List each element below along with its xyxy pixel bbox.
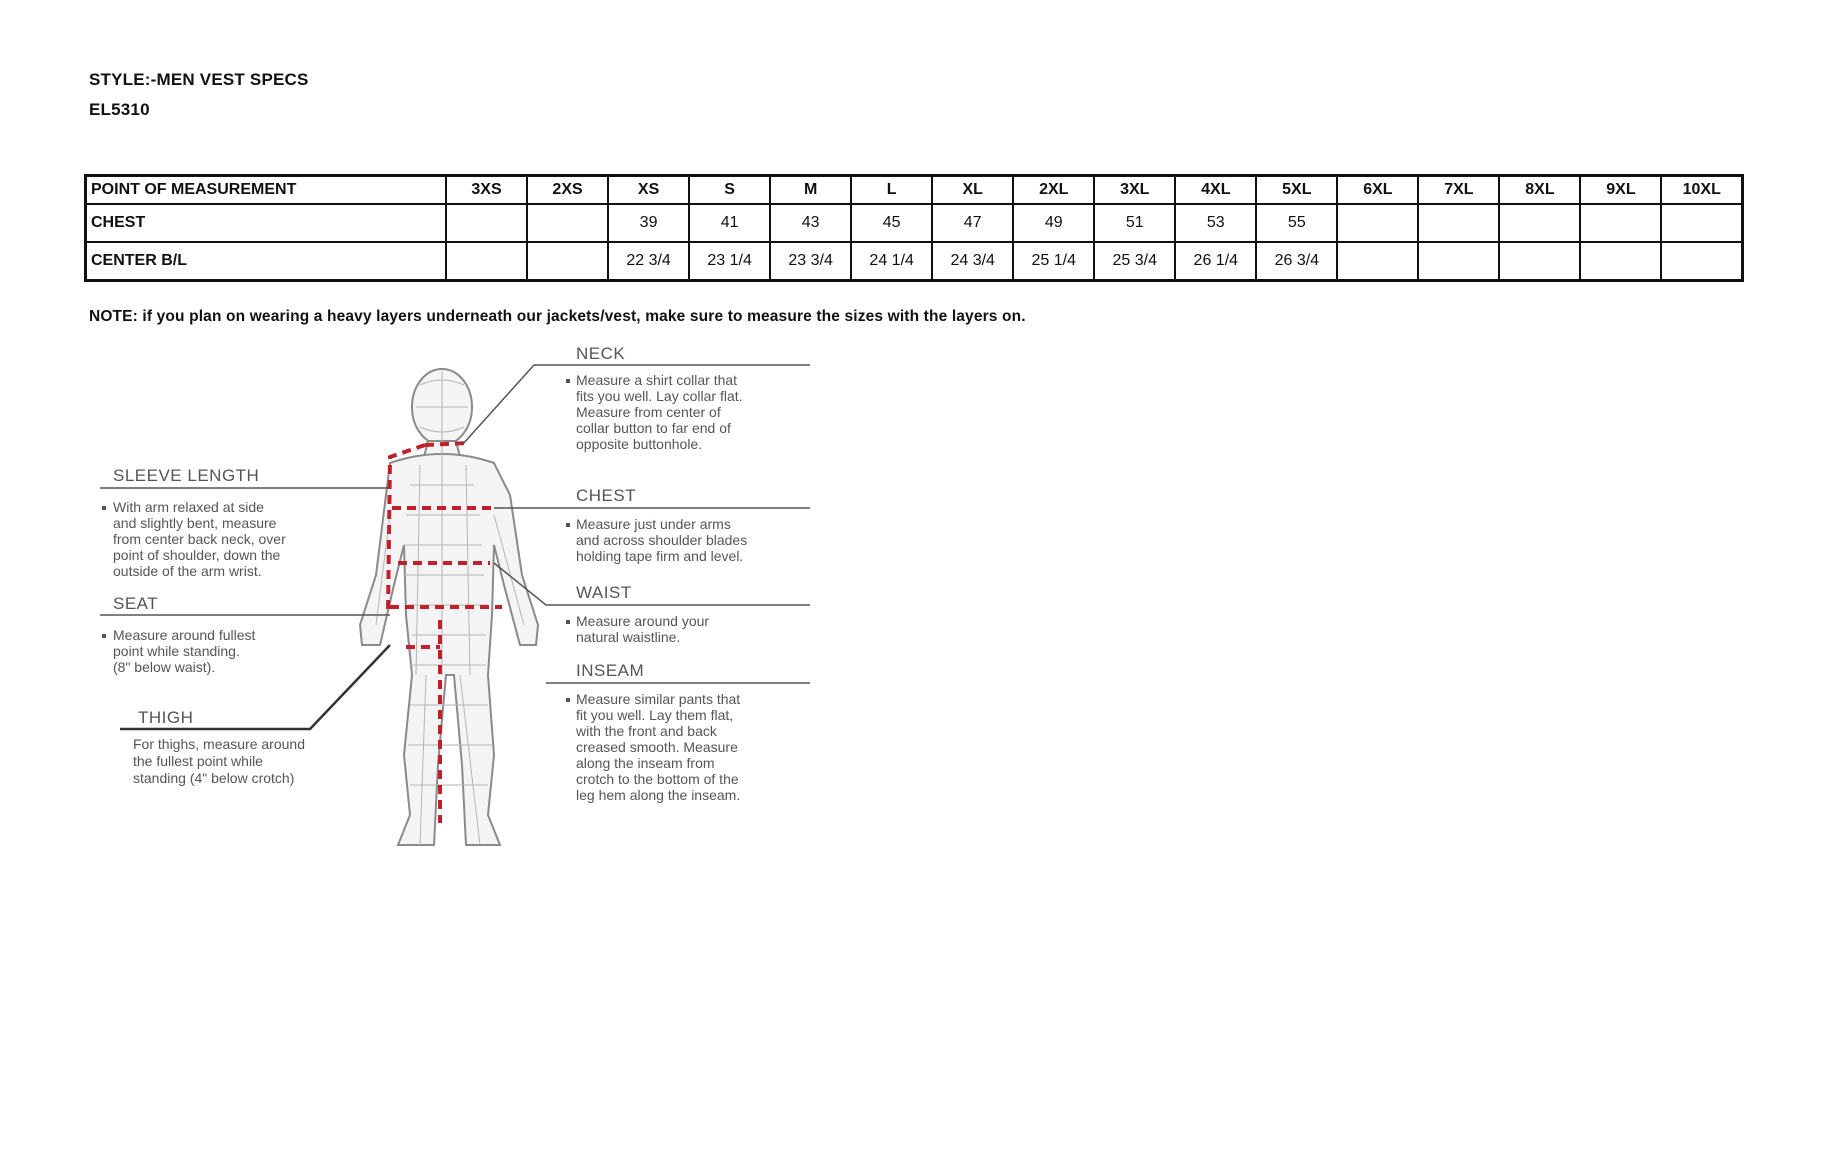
sleeve-line: With arm relaxed at side: [113, 499, 264, 515]
chest-line: Measure just under arms: [576, 516, 731, 532]
table-cell: [446, 242, 527, 281]
table-cell: [1580, 242, 1661, 281]
bullet-icon: [566, 523, 570, 527]
sleeve-line: from center back neck, over: [113, 531, 286, 547]
inseam-line: fit you well. Lay them flat,: [576, 707, 734, 723]
table-cell: [1337, 242, 1418, 281]
column-header-size: S: [689, 176, 770, 205]
table-cell: [1580, 204, 1661, 242]
column-header-size: 4XL: [1175, 176, 1256, 205]
thigh-line: For thighs, measure around: [133, 736, 305, 752]
chest-title: CHEST: [576, 486, 637, 505]
table-cell: [1499, 242, 1580, 281]
inseam-line: along the inseam from: [576, 755, 715, 771]
chest-line: and across shoulder blades: [576, 532, 748, 548]
table-cell: [1418, 242, 1499, 281]
column-header-size: XS: [608, 176, 689, 205]
table-cell: 49: [1013, 204, 1094, 242]
table-cell: [527, 242, 608, 281]
inseam-line: with the front and back: [576, 723, 717, 739]
table-cell: 22 3/4: [608, 242, 689, 281]
waist-line: natural waistline.: [576, 629, 681, 645]
neck-text: [576, 372, 746, 452]
neck-line: opposite buttonhole.: [576, 436, 703, 452]
sleeve-line: outside of the arm wrist.: [113, 563, 262, 579]
column-header-size: 3XS: [446, 176, 527, 205]
table-cell: 26 3/4: [1256, 242, 1337, 281]
table-cell: [1661, 204, 1742, 242]
table-cell: 24 1/4: [851, 242, 932, 281]
table-cell: 25 1/4: [1013, 242, 1094, 281]
size-spec-table: [84, 174, 1744, 282]
chest-line: holding tape firm and level.: [576, 548, 744, 564]
table-cell: 55: [1256, 204, 1337, 242]
column-header-size: 10XL: [1661, 176, 1742, 205]
column-header-size: 8XL: [1499, 176, 1580, 205]
column-header-size: 2XL: [1013, 176, 1094, 205]
table-cell: [1499, 204, 1580, 242]
sleeve-line: point of shoulder, down the: [113, 547, 281, 563]
column-header-size: 3XL: [1094, 176, 1175, 205]
table-header-row: [86, 176, 1743, 205]
column-header-point-of-measurement: POINT OF MEASUREMENT: [86, 176, 447, 205]
column-header-size: 9XL: [1580, 176, 1661, 205]
table-cell: [527, 204, 608, 242]
table-cell: 43: [770, 204, 851, 242]
sleeve-line: and slightly bent, measure: [113, 515, 277, 531]
seat-line: (8" below waist).: [113, 659, 216, 675]
inseam-text: [575, 691, 744, 803]
table-cell: 26 1/4: [1175, 242, 1256, 281]
inseam-title: INSEAM: [576, 661, 645, 680]
table-row: [86, 204, 1743, 242]
table-cell: 45: [851, 204, 932, 242]
neck-line: Measure from center of: [576, 404, 721, 420]
table-cell: [1661, 242, 1742, 281]
bullet-icon: [566, 620, 570, 624]
table-cell: 25 3/4: [1094, 242, 1175, 281]
thigh-line: the fullest point while: [133, 753, 263, 769]
bullet-icon: [566, 379, 570, 383]
row-label: CHEST: [86, 204, 447, 242]
table-cell: 53: [1175, 204, 1256, 242]
seat-line: Measure around fullest: [113, 627, 256, 643]
neck-line: fits you well. Lay collar flat.: [576, 388, 743, 404]
inseam-line: creased smooth. Measure: [576, 739, 738, 755]
style-code: EL5310: [89, 100, 150, 119]
column-header-size: M: [770, 176, 851, 205]
thigh-title: THIGH: [138, 708, 194, 727]
sleeve-length-text: [113, 499, 290, 579]
waist-title: WAIST: [576, 583, 632, 602]
neck-title: NECK: [576, 345, 626, 363]
seat-line: point while standing.: [113, 643, 240, 659]
bullet-icon: [566, 698, 570, 702]
table-cell: [446, 204, 527, 242]
neck-line: Measure a shirt collar that: [576, 372, 738, 388]
thigh-line: standing (4" below crotch): [133, 770, 295, 786]
seat-title: SEAT: [113, 594, 159, 613]
table-cell: [1337, 204, 1418, 242]
inseam-line: leg hem along the inseam.: [576, 787, 741, 803]
chest-text: [576, 516, 751, 564]
table-cell: 23 1/4: [689, 242, 770, 281]
style-title: STYLE:-MEN VEST SPECS: [89, 70, 309, 89]
table-cell: 41: [689, 204, 770, 242]
table-cell: 47: [932, 204, 1013, 242]
table-cell: 51: [1094, 204, 1175, 242]
column-header-size: 6XL: [1337, 176, 1418, 205]
table-cell: [1418, 204, 1499, 242]
table-cell: 39: [608, 204, 689, 242]
neck-line: collar button to far end of: [576, 420, 731, 436]
layering-note: NOTE: if you plan on wearing a heavy layers underneath our jackets/vest, make sure to measure the sizes with the layers on.: [89, 308, 1026, 325]
column-header-size: XL: [932, 176, 1013, 205]
inseam-line: Measure similar pants that: [576, 691, 741, 707]
column-header-size: 7XL: [1418, 176, 1499, 205]
bullet-icon: [102, 634, 106, 638]
row-label: CENTER B/L: [86, 242, 447, 281]
table-cell: 23 3/4: [770, 242, 851, 281]
column-header-size: L: [851, 176, 932, 205]
seat-text: [113, 627, 259, 675]
table-row: [86, 242, 1743, 281]
bullet-icon: [102, 506, 106, 510]
waist-text: [576, 613, 713, 645]
table-cell: 24 3/4: [932, 242, 1013, 281]
thigh-text: [133, 736, 309, 786]
measurement-figure: [90, 345, 810, 855]
sleeve-length-title: SLEEVE LENGTH: [113, 466, 260, 485]
inseam-line: crotch to the bottom of the: [576, 771, 739, 787]
column-header-size: 5XL: [1256, 176, 1337, 205]
column-header-size: 2XS: [527, 176, 608, 205]
waist-line: Measure around your: [576, 613, 710, 629]
